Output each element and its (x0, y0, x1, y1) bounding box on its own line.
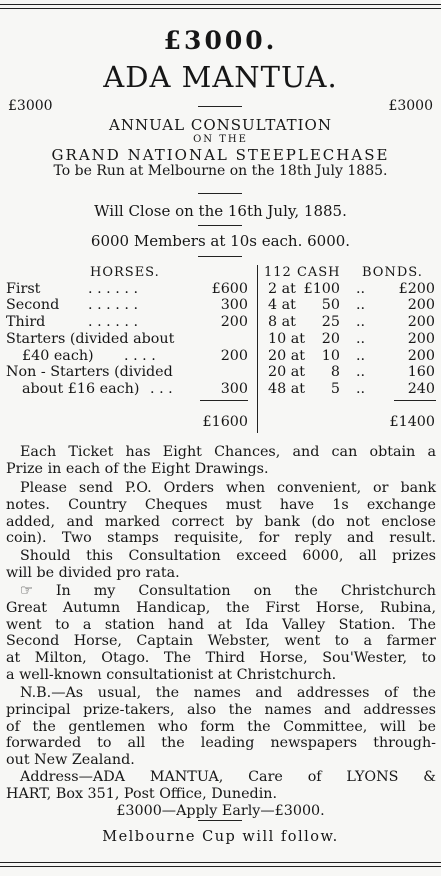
cash-count: 8 at (268, 314, 296, 330)
cash-count: 20 at (268, 364, 306, 380)
horse-label: Non - Starters (divided (6, 364, 173, 380)
text-line: Great Autumn Handicap, the First Horse, Rubina, (6, 599, 436, 616)
cash-total-rule (394, 400, 436, 401)
title-short-rule (198, 106, 242, 107)
paragraph-nb (6, 685, 436, 769)
top-rule-2 (0, 8, 441, 9)
advert-title: ADA MANTUA. (103, 60, 338, 94)
horse-dots: . . . . . . (88, 281, 138, 297)
bottom-rule-2 (0, 866, 441, 867)
cash-bond: 160 (407, 364, 435, 380)
paragraph-pro-rata (6, 548, 436, 582)
close-rule-bottom (198, 225, 242, 226)
cash-bond: 240 (407, 381, 435, 397)
close-date: Will Close on the 16th July, 1885. (94, 202, 347, 220)
race-name: GRAND NATIONAL STEEPLECHASE (51, 146, 390, 164)
cash-bond: 200 (407, 348, 435, 364)
cash-value: 5 (330, 381, 340, 397)
text-line: went to a station hand at Ida Valley Station. The (6, 616, 436, 633)
text-line: ☞ In my Consultation on the Christchurch (20, 583, 436, 599)
cash-bond: 200 (407, 331, 435, 347)
horse-amount: £600 (211, 281, 248, 297)
horse-amount: 300 (220, 381, 248, 397)
cash-sep: .. (356, 331, 366, 347)
annual-consultation: ANNUAL CONSULTATION (109, 116, 332, 134)
horse-label: Starters (divided about (6, 331, 175, 347)
text-line: Second Horse, Captain Webster, went to a farmer (6, 633, 436, 650)
cash-count: 20 at (268, 348, 306, 364)
cash-value: £100 (303, 281, 340, 297)
horse-amount: 300 (220, 297, 248, 313)
text-line: will be divided pro rata. (6, 564, 180, 581)
bottom-rule (0, 862, 441, 863)
text-line: added, and marked correct by bank (do not enclose (6, 513, 436, 530)
top-rule (0, 4, 441, 5)
text-line: of the gentlemen who form the Committee, will be (6, 718, 436, 735)
horse-dots: . . . . . . (88, 297, 138, 313)
cash-total: £1400 (389, 414, 435, 430)
horse-dots: . . . (150, 381, 173, 397)
left-amount: £3000 (8, 98, 53, 114)
table-divider (257, 265, 258, 433)
horse-amount: 200 (220, 314, 248, 330)
cash-bond: 200 (407, 297, 435, 313)
cash-sep: .. (356, 314, 366, 330)
cash-value: 10 (321, 348, 340, 364)
cash-sep: .. (356, 297, 366, 313)
horse-label: about £16 each) (22, 381, 140, 397)
text-line: Should this Consultation exceed 6000, all prizes (20, 548, 436, 564)
horse-dots: . . . . (124, 348, 156, 364)
close-rule-top (198, 193, 242, 194)
cash-value: 50 (321, 297, 340, 313)
follow-rule (198, 820, 242, 821)
cash-count: 48 at (268, 381, 306, 397)
cash-sep: .. (356, 381, 366, 397)
horses-total-rule (200, 400, 248, 401)
text-line: Each Ticket has Eight Chances, and can obtain a (20, 444, 436, 460)
text-line: coin). Two stamps requisite, for reply and result. (6, 530, 436, 547)
text-line: Address—ADA MANTUA, Care of LYONS & (20, 769, 436, 785)
text-line: notes. Country Cheques must have 1s exchange (6, 496, 436, 513)
text-line: Please send P.O. Orders when convenient, or bank (20, 480, 436, 496)
horse-dots: . . . . . . (88, 314, 138, 330)
members-line: 6000 Members at 10s each. 6000. (90, 232, 351, 250)
horse-label: Third (6, 314, 46, 330)
horses-total: £1600 (202, 414, 248, 430)
cash-bond: £200 (398, 281, 435, 297)
paragraph-tickets (6, 444, 436, 478)
horse-label: First (6, 281, 41, 297)
cash-bond: 200 (407, 314, 435, 330)
text-line: out New Zealand. (6, 752, 135, 769)
cash-sep: .. (356, 348, 366, 364)
bonds-header: BONDS. (362, 265, 423, 280)
horse-label: £40 each) (22, 348, 94, 364)
cash-value: 8 (330, 364, 340, 380)
run-date: To be Run at Melbourne on the 18th July 1885. (53, 163, 388, 179)
right-amount: £3000 (388, 98, 433, 114)
horse-amount: 200 (220, 348, 248, 364)
cash-sep: .. (356, 281, 366, 297)
cash-value: 20 (321, 331, 340, 347)
amount-heading: £3000. (163, 26, 278, 55)
cash-sep: .. (356, 364, 366, 380)
on-the: ON THE (193, 134, 248, 145)
follow-line: Melbourne Cup will follow. (102, 829, 339, 845)
cash-count: 10 at (268, 331, 306, 347)
paragraph-christchurch (6, 583, 436, 684)
cash-count: 2 at (268, 281, 296, 297)
text-line: forwarded to all the leading newspapers through- (6, 735, 436, 752)
cash-value: 25 (321, 314, 340, 330)
horse-label: Second (6, 297, 60, 313)
text-line: HART, Box 351, Post Office, Dunedin. (6, 785, 278, 802)
text-line: N.B.—As usual, the names and addresses of the (20, 685, 436, 701)
paragraph-payment (6, 480, 436, 547)
members-rule (198, 256, 242, 257)
horses-header: HORSES. (90, 265, 160, 280)
text-line: principal prize-takers, also the names and addresses (6, 701, 436, 718)
text-line: a well-known consultationist at Christchurch. (6, 666, 337, 683)
text-line: Prize in each of the Eight Drawings. (6, 460, 269, 477)
text-line: at Milton, Otago. The Third Horse, Sou'Wester, to (6, 650, 436, 667)
cash-count: 4 at (268, 297, 296, 313)
apply-line: £3000—Apply Early—£3000. (116, 803, 325, 819)
cash-header: 112 CASH (264, 265, 341, 280)
paragraph-address (6, 769, 436, 803)
